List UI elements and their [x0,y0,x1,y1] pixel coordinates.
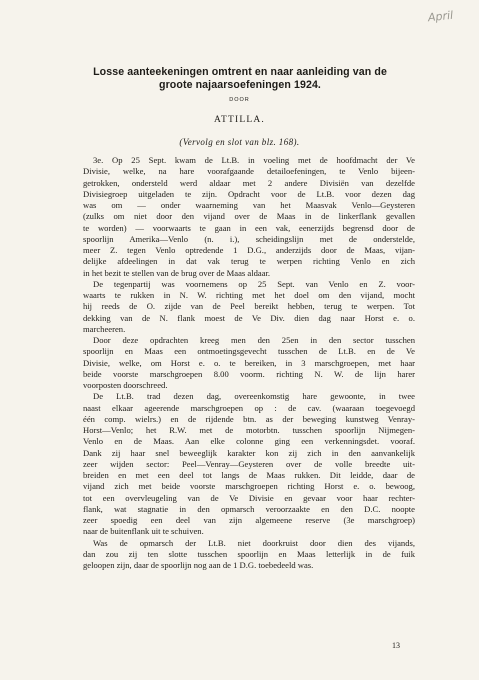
text-line: dan zou zij ten slotte tusschen spoorlijn en Maas letterlijk in de fuik [83,548,415,559]
text-line: spoorlijn Amerika—Venlo (n. i.), scheidingslijn met de onderstelde, [83,233,415,244]
text-line: De Lt.B. trad dezen dag, overeenkomstig hare gewoonte, in twee [93,391,415,402]
text-line: Divisiegroep uitgeladen te zijn. Opdracht voor de Lt.B. voor dezen dag [83,188,415,199]
text-line: dekking van de N. flank moest de Ve Div. dien dag naar Horst e. o. [83,312,415,323]
text-line: Venlo en de Maas. Aan elke colonne ging een verkenningsdet. vooraf. [83,436,415,447]
text-line: breiden en met een deel tot langs de Maas rukken. Dit leidde, daar de [83,470,415,480]
text-line: in het bezit te stellen van de brug over de Maas aldaar. [83,267,271,278]
text-line: Was de opmarsch der Lt.B. niet doorkruist door dien des vijands, [93,537,415,548]
text-line: Door deze opdrachten kreeg men den 25en in den sector tusschen [93,335,415,345]
text-line: getrokken, ondersteld werd aldaar met 2 andere Divisiën van dezelfde [83,177,415,188]
text-line: marcheeren. [83,323,126,334]
byline-door: DOOR [229,97,250,103]
text-line: vijand zich met beide voorste marschgroepen richting Horst e. o. bewoog, [83,481,415,492]
text-line: (zulks om niet door den vijand over de Maas in de linkerflank gevallen [83,211,415,222]
text-line: Divisie, welke, om Horst e. o. te bereiken, in 3 marschgroepen, met haar [83,357,415,368]
text-line: zeer wijden sector: Peel—Venray—Geysteren over de volle breedte uit- [83,458,415,469]
handwritten-annotation: April [427,8,454,25]
text-line: geloopen zijn, daar de spoorlijn nog aan de 1 D.G. toebedeeld was. [83,560,314,570]
text-line: beide voorste marschgroepen 8.00 voorm. richting N. W. de lijn harer [83,368,415,379]
text-line: te worden) — voorwaarts te gaan in een vak, eenerzijds begrensd door de [83,222,415,233]
text-line: naast elkaar ageerende marschgroepen op : de cav. (waaraan toegevoegd [83,402,415,413]
body-text [83,155,415,571]
article-title [50,66,430,92]
text-line: Divisie, welke, na hare voorafgaande detailoefeningen, te Venlo bijeen- [83,166,415,177]
text-line: flank, wat stagnatie in den opmarsch veroorzaakte en den D.C. noopte [83,503,415,514]
text-line: spoorlijn en Maas een ontmoetingsgevecht tusschen de Lt.B. en de Ve [83,346,415,357]
text-line: delijke afdeelingen in dat vak terug te werpen richting Venlo en zich [83,256,415,267]
page-number: 13 [392,641,400,650]
text-line: meer Z. tegen Venlo optredende 1 D.G., anderzijds door de Maas, vijan- [83,245,415,255]
text-line: hij reeds de O. zijde van de Peel bereikt hebben, terug te werpen. Tot [83,301,415,312]
text-line: waarts te rukken in N. W. richting met het doel om den vijand, mocht [83,290,415,300]
text-line: Dank zij haar snel beweeglijk karakter kon zij zich in den aanvankelijk [83,447,415,458]
text-line: voorposten doorschreed. [83,380,168,390]
text-line: naar de buitenflank uit te schuiven. [83,526,204,537]
title-line-1: Losse aanteekeningen omtrent en naar aanleiding van de [93,66,387,78]
text-line: tot een overvleugeling van de Ve Divisie en gevaar voor haar rechter- [83,492,415,503]
text-line: één comp. wielrs.) en de rijdende btn. as der beweging kunstweg Venray- [83,413,415,424]
author-name: ATTILLA. [213,115,266,125]
text-line: was om — onder waarneming van het Maasvak Venlo—Geysteren [83,200,415,210]
text-line: De tegenpartij was voornemens op 25 Sept. van Venlo en Z. voor- [93,278,415,289]
text-line: zeer spoedig een deel van zijn algemeene reserve (3e marschgroep) [83,515,415,525]
continuation-note: (Vervolg en slot van blz. 168). [179,137,300,147]
text-line: Horst—Venlo; het R.W. met de motorbtn. tusschen spoorlijn Nijmegen- [83,425,415,435]
text-line: 3e. Op 25 Sept. kwam de Lt.B. in voeling met de hoofdmacht der Ve [93,155,415,165]
title-line-2: groote najaarsoefeningen 1924. [159,79,321,91]
